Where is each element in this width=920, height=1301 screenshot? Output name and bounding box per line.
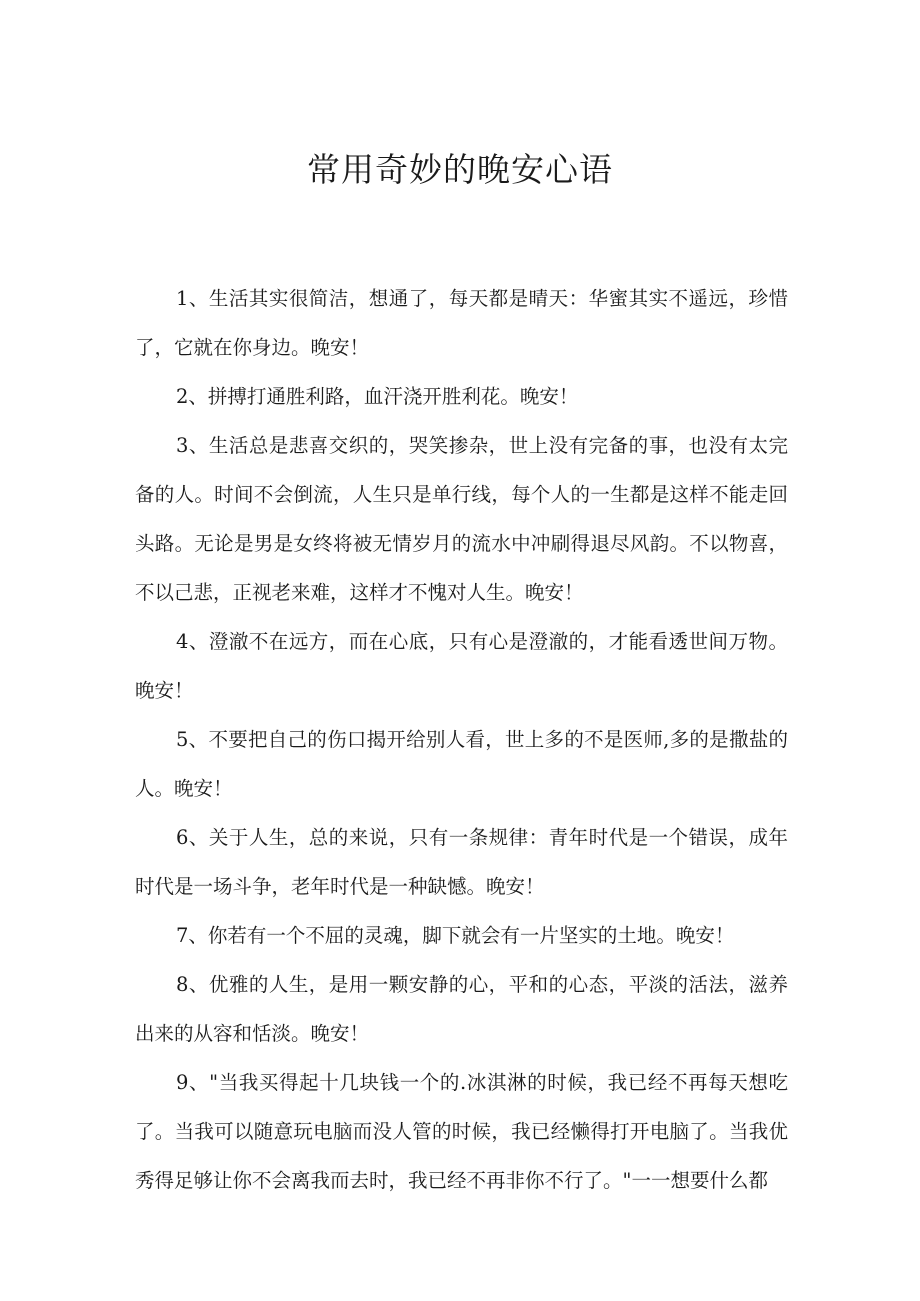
paragraph-6: 6、关于人生，总的来说，只有一条规律：青年时代是一个错误，成年时代是一场斗争，老年时代是一种缺憾。晚安！ — [135, 826, 788, 898]
paragraph-4: 4、澄澈不在远方，而在心底，只有心是澄澈的，才能看透世间万物。晚安！ — [135, 630, 788, 702]
paragraph-9: 9、"当我买得起十几块钱一个的.冰淇淋的时候，我已经不再每天想吃了。当我可以随意玩电脑而没人管的时候，我已经懒得打开电脑了。当我优秀得足够让你不会离我而去时，我已经不再非你不行了。"一一想要什么都 — [135, 1071, 788, 1192]
document-body — [135, 274, 788, 1205]
document-title: 常用奇妙的晚安心语 — [307, 150, 613, 189]
paragraph-7: 7、你若有一个不屈的灵魂，脚下就会有一片坚实的土地。晚安！ — [176, 924, 735, 947]
paragraph-3: 3、生活总是悲喜交织的，哭笑掺杂，世上没有完备的事，也没有太完备的人。时间不会倒流，人生只是单行线，每个人的一生都是这样不能走回头路。无论是男是女终将被无情岁月的流水中冲刷得退尽风韵。不以物喜，不以己悲，正视老来难，这样才不愧对人生。晚安！ — [135, 434, 788, 604]
paragraph-1: 1、生活其实很简洁，想通了，每天都是晴天：华蜜其实不遥远，珍惜了，它就在你身边。晚安！ — [135, 287, 788, 359]
paragraph-5: 5、不要把自己的伤口揭开给别人看，世上多的不是医师,多的是撒盐的人。晚安！ — [135, 728, 788, 800]
paragraph-2: 2、拼搏打通胜利路，血汗浇开胜利花。晚安！ — [176, 385, 579, 408]
paragraph-8: 8、优雅的人生，是用一颗安静的心，平和的心态，平淡的活法，滋养出来的从容和恬淡。晚安！ — [135, 973, 788, 1045]
